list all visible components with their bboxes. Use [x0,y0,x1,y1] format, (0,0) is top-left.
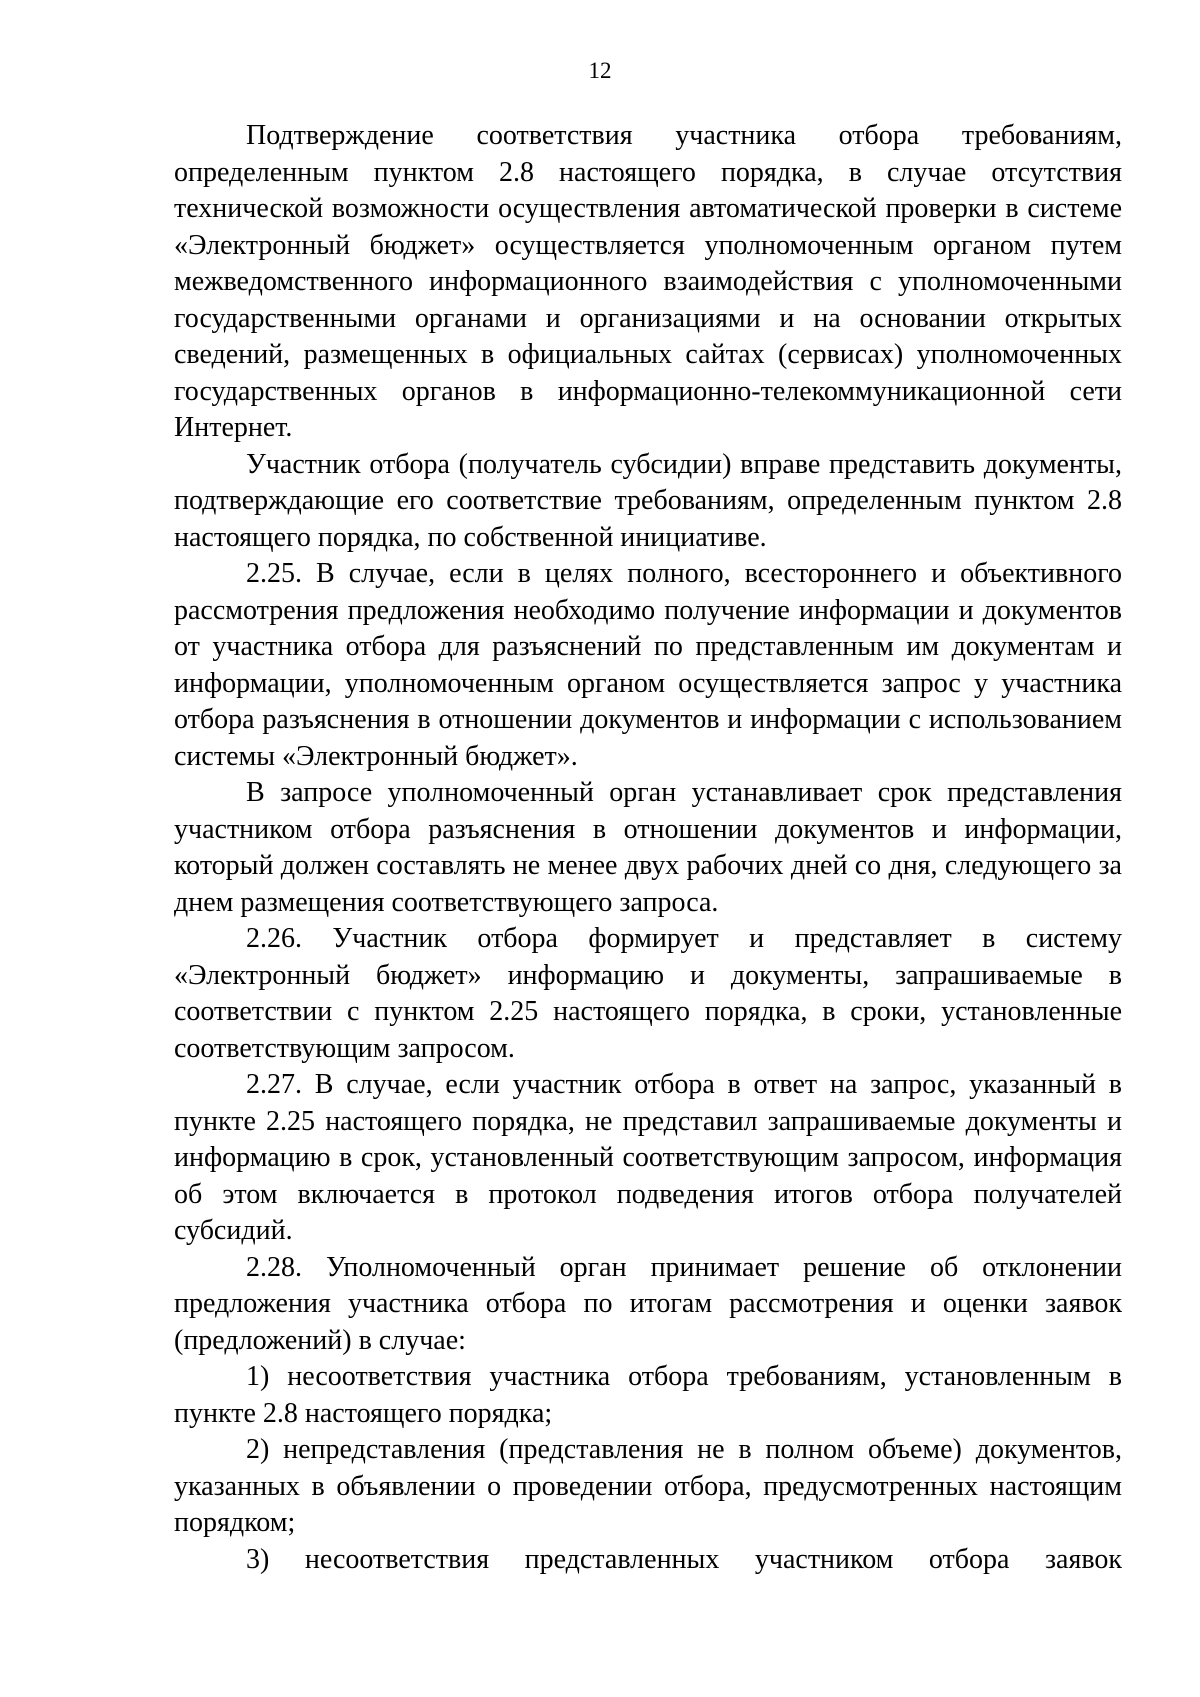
list-item-2: 2) непредставления (представления не в полном объеме) документов, указанных в объявлении о проведении отбора, предусмотренных настоящим порядком; [174,1434,1122,1538]
paragraph-2-25: 2.25. В случае, если в целях полного, всестороннего и объективного рассмотрения предложения необходимо получение информации и документов от участника отбора для разъяснений по представленным им документам и информации, уполномоченным органом осуществляется запрос у участника отбора разъяснения в отношении документов и информации с использованием системы «Электронный бюджет». [174,558,1122,772]
paragraph-participant-documents: Участник отбора (получатель субсидии) вправе представить документы, подтверждающие его соответствие требованиям, определенным пунктом 2.8 настоящего порядка, по собственной инициативе. [174,448,1122,553]
paragraph-2-26: 2.26. Участник отбора формирует и представляет в систему «Электронный бюджет» информацию и документы, запрашиваемые в соответствии с пунктом 2.25 настоящего порядка, в сроки, установленные соответствующим запросом. [174,923,1122,1064]
paragraph-confirmation: Подтверждение соответствия участника отбора требованиям, определенным пунктом 2.8 настоящего порядка, в случае отсутствия технической возможности осуществления автоматической проверки в системе «Электронный бюджет» осуществляется уполномоченным органом путем межведомственного информационного взаимодействия с уполномоченными государственными органами и организациями и на основании открытых сведений, размещенных в официальных сайтах (сервисах) уполномоченных государственных органов в информационно-телекоммуникационной сети Интернет. [174,120,1122,443]
paragraph-2-27: 2.27. В случае, если участник отбора в ответ на запрос, указанный в пункте 2.25 настоящего порядка, не представил запрашиваемые документы и информацию в срок, установленный соответствующим запросом, информация об этом включается в протокол подведения итогов отбора получателей субсидий. [174,1069,1122,1246]
page-number: 12 [588,58,612,83]
list-item-3: 3) несоответствия представленных участником отбора заявок [246,1543,1122,1575]
paragraph-2-28: 2.28. Уполномоченный орган принимает решение об отклонении предложения участника отбора по итогам рассмотрения и оценки заявок (предложений) в случае: [174,1251,1122,1356]
document-body [174,118,1122,1578]
paragraph-request-deadline: В запросе уполномоченный орган устанавливает срок представления участником отбора разъяснения в отношении документов и информации, который должен составлять не менее двух рабочих дней со дня, следующего за днем размещения соответствующего запроса. [174,777,1122,918]
list-item-1: 1) несоответствия участника отбора требованиям, установленным в пункте 2.8 настоящего порядка; [174,1361,1122,1429]
